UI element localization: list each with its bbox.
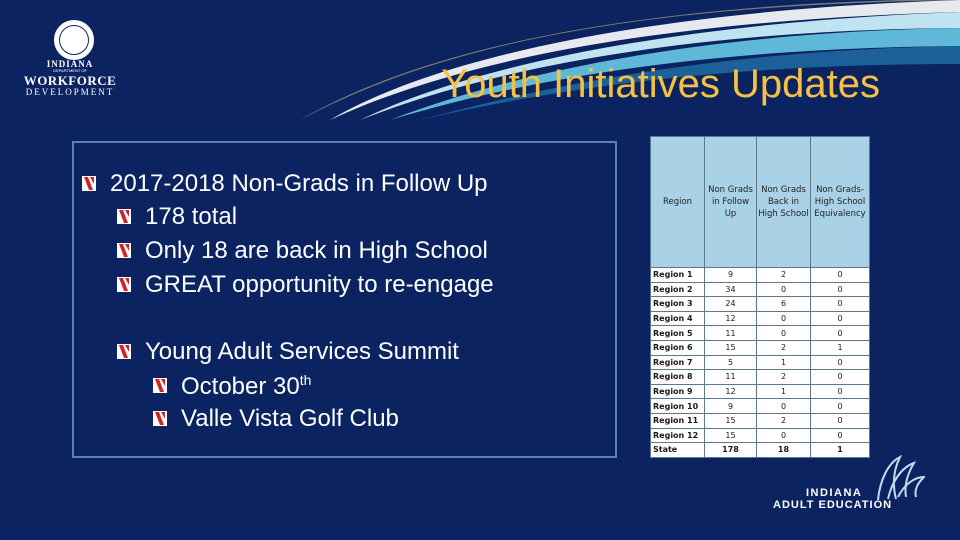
value-cell: 15 (705, 340, 757, 355)
table-row (651, 282, 870, 297)
table-row (651, 297, 870, 312)
adult-ed-line1: INDIANA (806, 487, 863, 499)
region-name-cell: Region 12 (651, 428, 705, 443)
column-header: Non Grads in Follow Up (705, 137, 757, 268)
value-cell: 0 (757, 428, 811, 443)
value-cell: 11 (705, 326, 757, 341)
value-cell: 0 (811, 399, 870, 414)
table-row (651, 413, 870, 428)
column-header: Region (651, 137, 705, 268)
region-name-cell: Region 6 (651, 340, 705, 355)
region-name-cell: State (651, 443, 705, 458)
bullet-text: 178 total (145, 203, 238, 230)
column-header: Non Grads Back in High School (757, 137, 811, 268)
region-name-cell: Region 4 (651, 311, 705, 326)
table-row (651, 370, 870, 385)
value-cell: 0 (811, 311, 870, 326)
stats-table (650, 136, 870, 458)
table-row (651, 311, 870, 326)
table-row (651, 326, 870, 341)
bullet-icon (117, 277, 131, 292)
logo-line-department: DEPARTMENT OF (53, 68, 87, 73)
value-cell: 0 (757, 311, 811, 326)
bullet-text (181, 372, 311, 401)
value-cell: 0 (811, 384, 870, 399)
table-row (651, 268, 870, 283)
adult-ed-line2: ADULT EDUCATION (773, 499, 893, 511)
value-cell: 0 (757, 326, 811, 341)
region-name-cell: Region 8 (651, 370, 705, 385)
column-header: Non Grads-High School Equivalency (811, 137, 870, 268)
logo-line-development: DEVELOPMENT (25, 87, 115, 97)
value-cell: 178 (705, 443, 757, 458)
indiana-adult-education-logo (770, 455, 930, 515)
value-cell: 15 (705, 413, 757, 428)
logo-line-indiana: INDIANA (46, 59, 94, 69)
value-cell: 6 (757, 297, 811, 312)
value-cell: 2 (757, 413, 811, 428)
table-row (651, 384, 870, 399)
value-cell: 11 (705, 370, 757, 385)
bullet-icon (153, 411, 167, 426)
bullet-item (117, 271, 494, 299)
table-row (651, 399, 870, 414)
value-cell: 0 (811, 282, 870, 297)
value-cell: 12 (705, 384, 757, 399)
bullet-item (82, 170, 488, 198)
value-cell: 0 (811, 428, 870, 443)
value-cell: 12 (705, 311, 757, 326)
value-cell: 2 (757, 370, 811, 385)
value-cell: 0 (757, 282, 811, 297)
region-name-cell: Region 1 (651, 268, 705, 283)
bullet-text: 2017-2018 Non-Grads in Follow Up (110, 170, 488, 197)
bullet-icon (117, 209, 131, 224)
region-name-cell: Region 7 (651, 355, 705, 370)
bullet-text-main: October 30 (181, 373, 300, 400)
table-row (651, 340, 870, 355)
table-row (651, 355, 870, 370)
value-cell: 0 (757, 399, 811, 414)
value-cell: 0 (811, 413, 870, 428)
value-cell: 0 (811, 297, 870, 312)
region-name-cell: Region 5 (651, 326, 705, 341)
value-cell: 24 (705, 297, 757, 312)
slide-title: Youth Initiatives Updates (441, 62, 880, 106)
bullet-text: Young Adult Services Summit (145, 338, 459, 365)
value-cell: 9 (705, 399, 757, 414)
bullet-item (117, 203, 237, 231)
bullet-icon (82, 176, 96, 191)
value-cell: 1 (811, 443, 870, 458)
value-cell: 18 (757, 443, 811, 458)
value-cell: 1 (757, 384, 811, 399)
region-name-cell: Region 11 (651, 413, 705, 428)
table-header-row (651, 137, 870, 268)
adult-education-mark-icon (870, 455, 925, 505)
region-name-cell: Region 10 (651, 399, 705, 414)
value-cell: 1 (811, 340, 870, 355)
bullet-icon (117, 344, 131, 359)
bullet-item (117, 338, 459, 366)
state-seal-icon (52, 18, 96, 62)
value-cell: 34 (705, 282, 757, 297)
bullet-item (153, 405, 399, 433)
region-name-cell: Region 3 (651, 297, 705, 312)
value-cell: 2 (757, 340, 811, 355)
value-cell: 0 (811, 370, 870, 385)
logo-line-workforce: WORKFORCE (23, 73, 117, 88)
region-stats-table (650, 136, 869, 458)
table-row (651, 428, 870, 443)
region-name-cell: Region 9 (651, 384, 705, 399)
bullet-icon (117, 243, 131, 258)
value-cell: 9 (705, 268, 757, 283)
value-cell: 0 (811, 268, 870, 283)
bullet-text-sup: th (299, 372, 312, 388)
value-cell: 1 (757, 355, 811, 370)
bullet-text: Only 18 are back in High School (145, 237, 488, 264)
value-cell: 5 (705, 355, 757, 370)
region-name-cell: Region 2 (651, 282, 705, 297)
indiana-workforce-logo (10, 8, 117, 97)
bullet-text: GREAT opportunity to re-engage (145, 271, 494, 298)
bullet-item (117, 237, 488, 265)
value-cell: 0 (811, 326, 870, 341)
bullet-text: Valle Vista Golf Club (181, 405, 399, 432)
value-cell: 2 (757, 268, 811, 283)
value-cell: 0 (811, 355, 870, 370)
bullet-icon (153, 378, 167, 393)
bullet-item (153, 372, 311, 401)
value-cell: 15 (705, 428, 757, 443)
